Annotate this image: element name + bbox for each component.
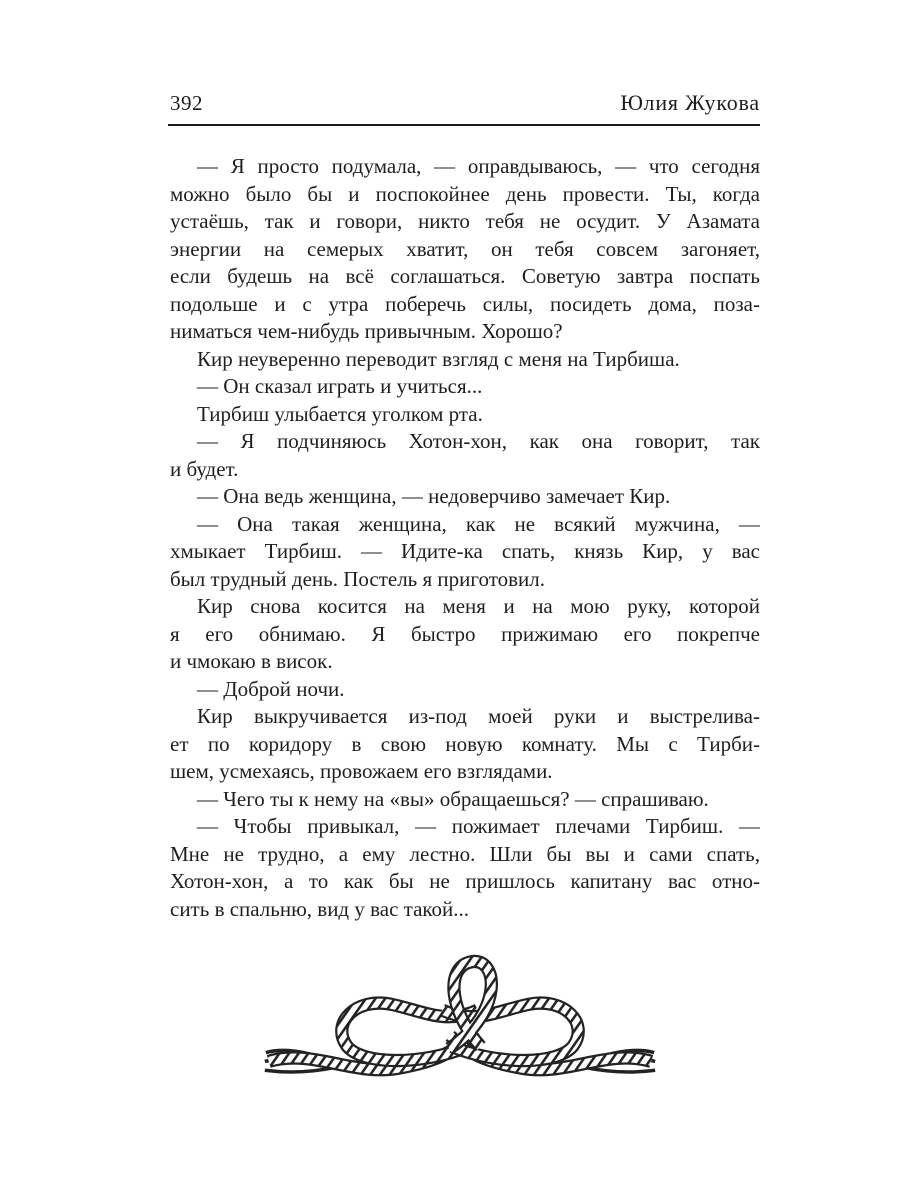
text-line: — Я просто подумала, — оправдываюсь, — что сегодня xyxy=(197,154,760,178)
text-line: — Чего ты к нему на «вы» обращаешься? — спрашиваю. xyxy=(197,786,709,811)
text-line: — Она такая женщина, как не всякий мужчина, — xyxy=(197,511,760,536)
text-line: ниматься чем-нибудь привычным. Хорошо? xyxy=(170,319,563,343)
text-line: Кир выкручивается из-под моей руки и выстрелива- xyxy=(197,704,760,728)
page-body xyxy=(170,153,760,923)
text-line: можно было бы и поспокойнее день провести. Ты, когда xyxy=(170,181,760,206)
text-line: Кир неуверенно переводит взгляд с меня на Тирбиша. xyxy=(197,346,680,371)
text-line: и будет. xyxy=(170,456,239,481)
text-line: шем, усмехаясь, провожаем его взглядами. xyxy=(170,759,553,783)
author-name: Юлия Жукова xyxy=(620,90,760,115)
header-rule xyxy=(168,124,760,126)
text-line: Кир снова косится на меня и на мою руку, которой xyxy=(197,594,760,618)
text-line: и чмокаю в висок. xyxy=(170,649,333,673)
rope-knot-ornament xyxy=(261,951,659,1089)
text-line: Тирбиш улыбается уголком рта. xyxy=(197,401,483,426)
text-line: Мне не трудно, а ему лестно. Шли бы вы и сами спать, xyxy=(170,841,760,866)
rope-knot-icon xyxy=(261,951,659,1089)
text-line: — Доброй ночи. xyxy=(197,676,345,701)
text-line: был трудный день. Постель я приготовил. xyxy=(170,566,545,591)
text-line: — Она ведь женщина, — недоверчиво замечает Кир. xyxy=(197,484,671,508)
running-header xyxy=(170,90,760,116)
text-line: Хотон-хон, а то как бы не пришлось капитану вас отно- xyxy=(170,869,760,893)
text-line: — Я подчиняюсь Хотон-хон, как она говорит, так xyxy=(197,429,760,453)
text-line: я его обнимаю. Я быстро прижимаю его покрепче xyxy=(170,621,760,646)
text-line: сить в спальню, вид у вас такой... xyxy=(170,896,470,921)
text-line: энергии на семерых хватит, он тебя совсем загоняет, xyxy=(170,236,760,261)
text-line: — Чтобы привыкал, — пожимает плечами Тирбиш. — xyxy=(197,814,760,838)
text-line: — Он сказал играть и учиться... xyxy=(197,374,483,398)
text-line: подольше и с утра поберечь силы, посидеть дома, поза- xyxy=(170,291,760,316)
text-line: устаёшь, так и говори, никто тебя не осудит. У Азамата xyxy=(170,209,760,233)
text-line: если будешь на всё соглашаться. Советую завтра поспать xyxy=(170,264,760,288)
text-line: хмыкает Тирбиш. — Идите-ка спать, князь Кир, у вас xyxy=(170,539,760,563)
page-number: 392 xyxy=(170,91,203,115)
text-line: ет по коридору в свою новую комнату. Мы с Тирби- xyxy=(170,731,760,756)
